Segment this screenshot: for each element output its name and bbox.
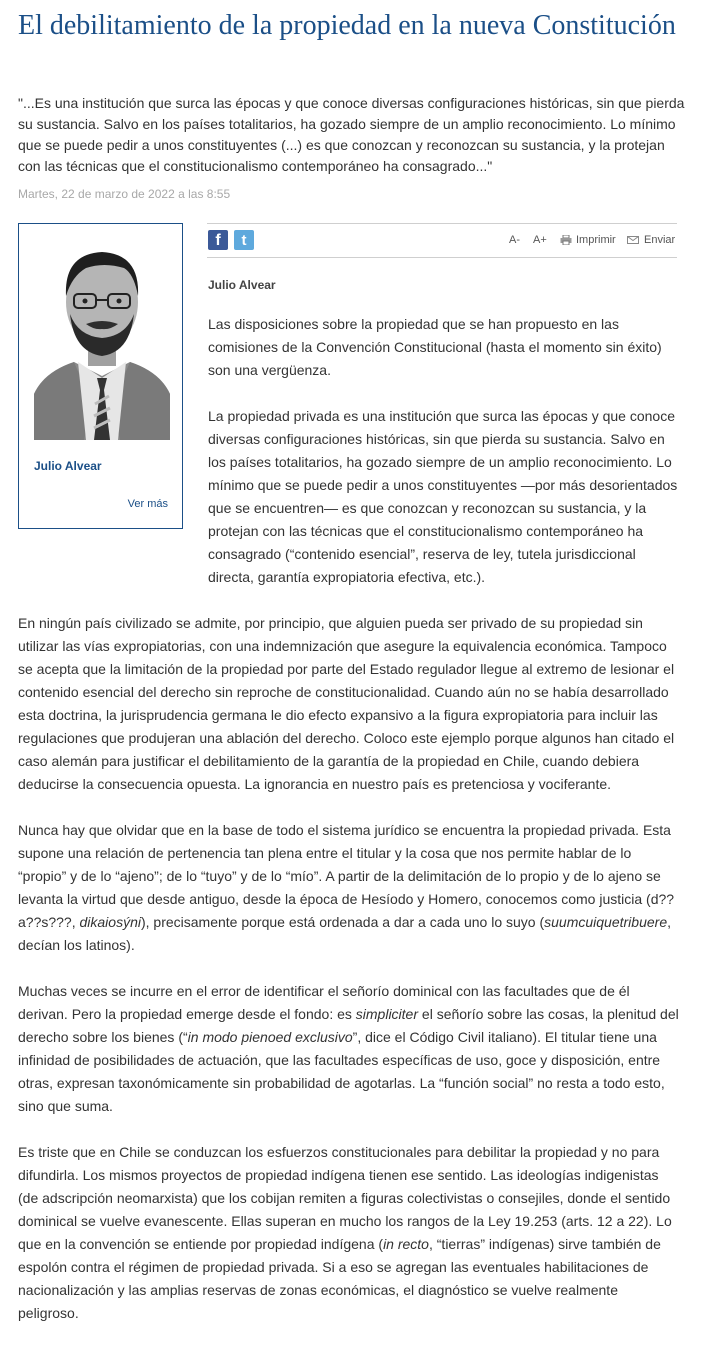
paragraph: En ningún país civilizado se admite, por principio, que alguien pueda ser privado de su propiedad sin utilizar las vías expropiatorias, con una indemnización que asegure la equivalencia económica. Tampoco se acepta que la limitación de la propiedad por parte del Estado regulador llegue al extremo de lesionar el contenido esencial del derecho sin reproche de constitucionalidad. Cuando aún no se había desarrollado esta doctrina, la jurisprudencia germana le dio efecto expansivo a la figura expropiatoria para incluir las regulaciones que produjeran una ablación del derecho. Coloco este ejemplo porque algunos han citado el caso alemán para justificar el debilitamiento de la garantía de la propiedad en Chile, cuando debiera deducirse la consecuencia opuesta. La ignorancia en nuestro país es pretenciosa y vociferante.	[18, 615, 675, 792]
paragraph: Las disposiciones sobre la propiedad que se han propuesto en las comisiones de la Convención Constitucional (hasta el momento sin éxito) son una vergüenza.	[208, 316, 662, 378]
publish-date: Martes, 22 de marzo de 2022 a las 8:55	[18, 187, 231, 201]
email-button[interactable]: Enviar	[644, 234, 676, 246]
paragraph: Es triste que en Chile se conduzcan los esfuerzos constitucionales para debilitar la propiedad y no para difundirla. Los mismos proyectos de propiedad indígena tienen ese sentido. Las ideologías indigenistas (de adscripción neomarxista) que los cobijan remiten a figuras colectivistas o consejiles, donde el sentido dominical se vuelve evanescente. Ellas superan en mucho los rangos de la Ley 19.253 (arts. 12 a 22). Lo que en la convención se entiende por propiedad indígena (in recto, “tierras” indígenas) sirve también de espolón contra el régimen de propiedad privada. Si a eso se agregan las eventuales habilitaciones de nacionalización y las amplias reservas de zonas económicas, el diagnóstico se vuelve realmente peligroso.	[18, 1144, 672, 1321]
byline: Julio Alvear	[208, 278, 276, 292]
float-spacer	[18, 313, 208, 573]
paragraph: La propiedad privada es una institución que surca las épocas y que conoce diversas configuraciones históricas, sin que pierda su sustancia. Salvo en los países totalitarios, ha gozado siempre de un amplio reconocimiento. Lo mínimo que se puede pedir a unos constituyentes —por más desorientados que se encuentren— es que conozcan y reconozcan su sustancia, y la protejan con las técnicas que el constitucionalismo contemporáneo ha consagrado (“contenido esencial”, reserva de ley, tutela jurisdiccional directa, garantía expropiatoria efectiva, etc.).	[208, 408, 678, 585]
email-icon[interactable]	[627, 236, 639, 244]
article-lead: "...Es una institución que surca las épocas y que conoce diversas configuraciones históricas, sin que pierda su sustancia. Salvo en los países totalitarios, ha gozado siempre de un amplio reconocimiento. Lo mínimo que se puede pedir a unos constituyentes (...) es que conozcan y reconozcan su sustancia, y la protejan con las técnicas que el constitucionalismo contemporáneo ha consagrado..."	[18, 95, 685, 174]
text-smaller-button[interactable]: A-	[509, 234, 520, 246]
facebook-icon[interactable]: f	[208, 230, 228, 250]
twitter-icon[interactable]: t	[234, 230, 254, 250]
article-title: El debilitamiento de la propiedad en la nueva Constitución	[18, 10, 676, 41]
share-toolbar	[207, 223, 677, 258]
print-button[interactable]: Imprimir	[576, 234, 616, 246]
text-larger-button[interactable]: A+	[533, 234, 547, 246]
ver-mas-link[interactable]: Ver más	[127, 498, 168, 510]
print-icon[interactable]	[560, 235, 572, 245]
paragraph: Nunca hay que olvidar que en la base de todo el sistema jurídico se encuentra la propiedad privada. Esta supone una relación de pertenencia tan plena entre el titular y la cosa que nos permite hablar de lo “propio” y de lo “ajeno”; de lo “tuyo” y de lo “mío”. A partir de la delimitación de lo propio y de lo ajeno se levanta la virtud que desde antiguo, desde la época de Hesíodo y Homero, conocemos como justicia (d??a??s???, dikaiosýni), precisamente porque está ordenada a dar a cada uno lo suyo (suumcuiquetribuere, decían los latinos).	[18, 822, 675, 953]
article-body	[18, 313, 682, 1348]
paragraph: Muchas veces se incurre en el error de identificar el señorío dominical con las facultades que de él derivan. Pero la propiedad emerge desde el fondo: es simpliciter el señorío sobre las cosas, la plenitud del derecho sobre los bienes (“in modo pienoed exclusivo”, dice el Código Civil italiano). El titular tiene una infinidad de posibilidades de actuación, que las facultades específicas de uso, goce y disposición, entre otras, expresan taxonómicamente sin probabilidad de agotarlas. La “función social” no resta a todo esto, sino que suma.	[18, 983, 679, 1114]
author-name-link[interactable]: Julio Alvear	[34, 459, 102, 473]
